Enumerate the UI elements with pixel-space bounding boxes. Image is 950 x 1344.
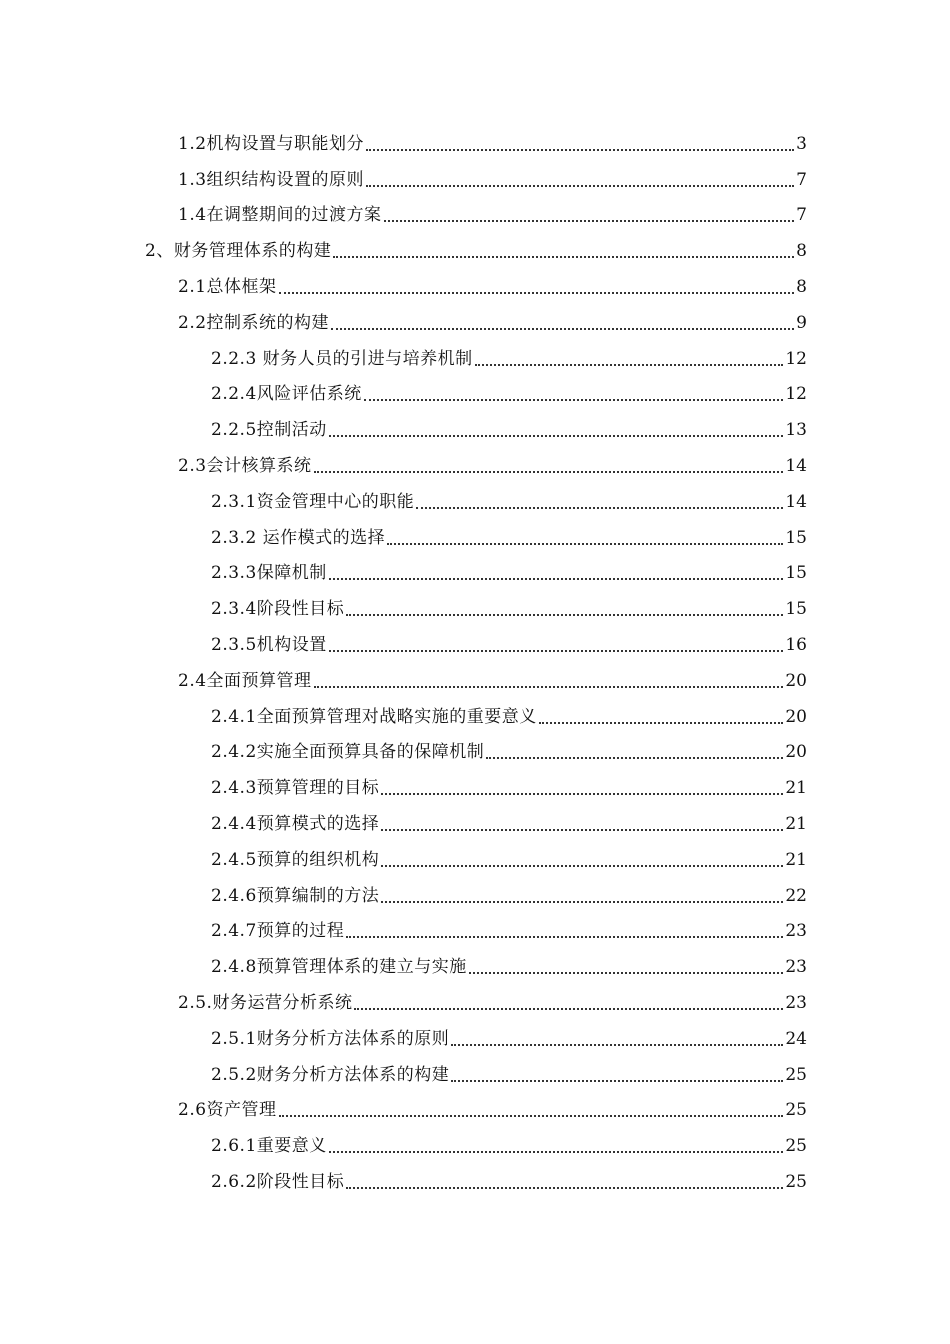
toc-entry-label: 2.4全面预算管理 [178,670,312,691]
toc-entry-label: 2.4.2实施全面预算具备的保障机制 [211,742,485,763]
toc-entry-page-number: 23 [785,992,807,1013]
toc-entry-page-number: 7 [796,169,807,190]
toc-entry-page-number: 20 [785,706,807,727]
toc-entry-label: 2.2.5控制活动 [211,420,327,441]
toc-entry[interactable] [0,978,807,1014]
toc-entry[interactable] [0,620,807,656]
toc-entry-page-number: 23 [785,957,807,978]
dot-leader [346,936,783,938]
dot-leader [329,1151,784,1153]
toc-entry[interactable] [0,728,807,764]
toc-entry-page-number: 25 [785,1171,807,1192]
toc-entry[interactable] [0,1086,807,1122]
toc-entry[interactable] [0,1157,807,1193]
toc-entry[interactable] [0,799,807,835]
toc-entry-label: 2.4.3预算管理的目标 [211,778,380,799]
toc-entry-label: 1.2机构设置与职能划分 [178,133,365,154]
toc-entry-label: 2.4.5预算的组织机构 [211,849,380,870]
dot-leader [333,256,794,258]
dot-leader [451,1080,783,1082]
dot-leader [314,471,784,473]
toc-entry[interactable] [0,763,807,799]
toc-entry[interactable] [0,1014,807,1050]
toc-entry-page-number: 25 [785,1136,807,1157]
toc-entry-page-number: 9 [796,312,807,333]
toc-entry-page-number: 15 [785,599,807,620]
toc-entry-page-number: 21 [785,778,807,799]
toc-entry-label: 2.4.8预算管理体系的建立与实施 [211,957,467,978]
toc-entry[interactable] [0,549,807,585]
toc-entry[interactable] [0,441,807,477]
toc-entry[interactable] [0,191,807,227]
toc-entry[interactable] [0,1050,807,1086]
toc-entry[interactable] [0,513,807,549]
toc-entry-page-number: 15 [785,563,807,584]
toc-entry-page-number: 7 [796,205,807,226]
toc-entry-label: 2.3.1资金管理中心的职能 [211,491,415,512]
toc-entry-label: 2.6.1重要意义 [211,1136,327,1157]
toc-entry[interactable] [0,656,807,692]
toc-entry-page-number: 22 [785,885,807,906]
toc-entry[interactable] [0,835,807,871]
toc-entry-page-number: 13 [785,420,807,441]
toc-entry-label: 2、财务管理体系的构建 [145,241,332,262]
toc-entry[interactable] [0,119,807,155]
toc-entry-label: 1.3组织结构设置的原则 [178,169,365,190]
dot-leader [279,1115,784,1117]
toc-entry[interactable] [0,334,807,370]
toc-entry[interactable] [0,871,807,907]
toc-entry-label: 2.4.1全面预算管理对战略实施的重要意义 [211,706,537,727]
toc-entry-label: 2.3.4阶段性目标 [211,599,345,620]
dot-leader [346,614,783,616]
dot-leader [486,757,783,759]
toc-entry-label: 2.4.7预算的过程 [211,921,345,942]
toc-entry[interactable] [0,1121,807,1157]
dot-leader [387,543,783,545]
dot-leader [384,220,795,222]
dot-leader [381,865,783,867]
dot-leader [279,292,795,294]
toc-entry-label: 2.3.3保障机制 [211,563,327,584]
toc-entry-label: 1.4在调整期间的过渡方案 [178,205,382,226]
toc-entry-label: 2.6资产管理 [178,1100,277,1121]
toc-entry-page-number: 25 [785,1100,807,1121]
dot-leader [329,578,784,580]
toc-entry-page-number: 8 [796,241,807,262]
dot-leader [416,507,783,509]
toc-entry-page-number: 24 [785,1028,807,1049]
toc-entry-label: 2.2.4风险评估系统 [211,384,362,405]
toc-entry-label: 2.3会计核算系统 [178,455,312,476]
toc-entry-label: 2.3.5机构设置 [211,634,327,655]
toc-entry-label: 2.6.2阶段性目标 [211,1171,345,1192]
toc-entry-page-number: 14 [785,491,807,512]
dot-leader [381,829,783,831]
dot-leader [381,901,783,903]
toc-entry-page-number: 12 [785,384,807,405]
toc-entry[interactable] [0,405,807,441]
toc-entry-label: 2.1总体框架 [178,276,277,297]
toc-entry-label: 2.5.2财务分析方法体系的构建 [211,1064,450,1085]
toc-entry-page-number: 20 [785,670,807,691]
dot-leader [364,399,784,401]
dot-leader [329,650,784,652]
dot-leader [366,185,794,187]
toc-entry-label: 2.5.财务运营分析系统 [178,992,353,1013]
dot-leader [381,793,783,795]
toc-entry[interactable] [0,370,807,406]
toc-entry-page-number: 21 [785,849,807,870]
dot-leader [346,1187,783,1189]
dot-leader [314,686,784,688]
toc-entry-label: 2.4.4预算模式的选择 [211,813,380,834]
toc-entry[interactable] [0,692,807,728]
dot-leader [539,722,784,724]
toc-entry-page-number: 14 [785,455,807,476]
toc-entry-page-number: 25 [785,1064,807,1085]
toc-entry[interactable] [0,584,807,620]
dot-leader [354,1008,783,1010]
toc-entry-page-number: 20 [785,742,807,763]
toc-entry[interactable] [0,298,807,334]
toc-entry-page-number: 16 [785,634,807,655]
toc-entry[interactable] [0,942,807,978]
toc-entry[interactable] [0,477,807,513]
toc-entry-page-number: 12 [785,348,807,369]
toc-entry-page-number: 21 [785,813,807,834]
toc-entry[interactable] [0,155,807,191]
dot-leader [475,364,784,366]
toc-entry-page-number: 15 [785,527,807,548]
toc-entry-label: 2.2.3 财务人员的引进与培养机制 [211,348,473,369]
toc-entry[interactable] [0,226,807,262]
dot-leader [331,328,794,330]
dot-leader [451,1044,783,1046]
toc-entry-label: 2.4.6预算编制的方法 [211,885,380,906]
toc-entry[interactable] [0,262,807,298]
toc-entry[interactable] [0,907,807,943]
toc-entry-page-number: 8 [796,276,807,297]
toc-entry-label: 2.5.1财务分析方法体系的原则 [211,1028,450,1049]
table-of-contents [0,119,950,1193]
dot-leader [329,435,784,437]
toc-entry-label: 2.2控制系统的构建 [178,312,330,333]
dot-leader [366,149,794,151]
toc-entry-page-number: 23 [785,921,807,942]
toc-entry-label: 2.3.2 运作模式的选择 [211,527,386,548]
dot-leader [469,972,784,974]
toc-entry-page-number: 3 [796,133,807,154]
